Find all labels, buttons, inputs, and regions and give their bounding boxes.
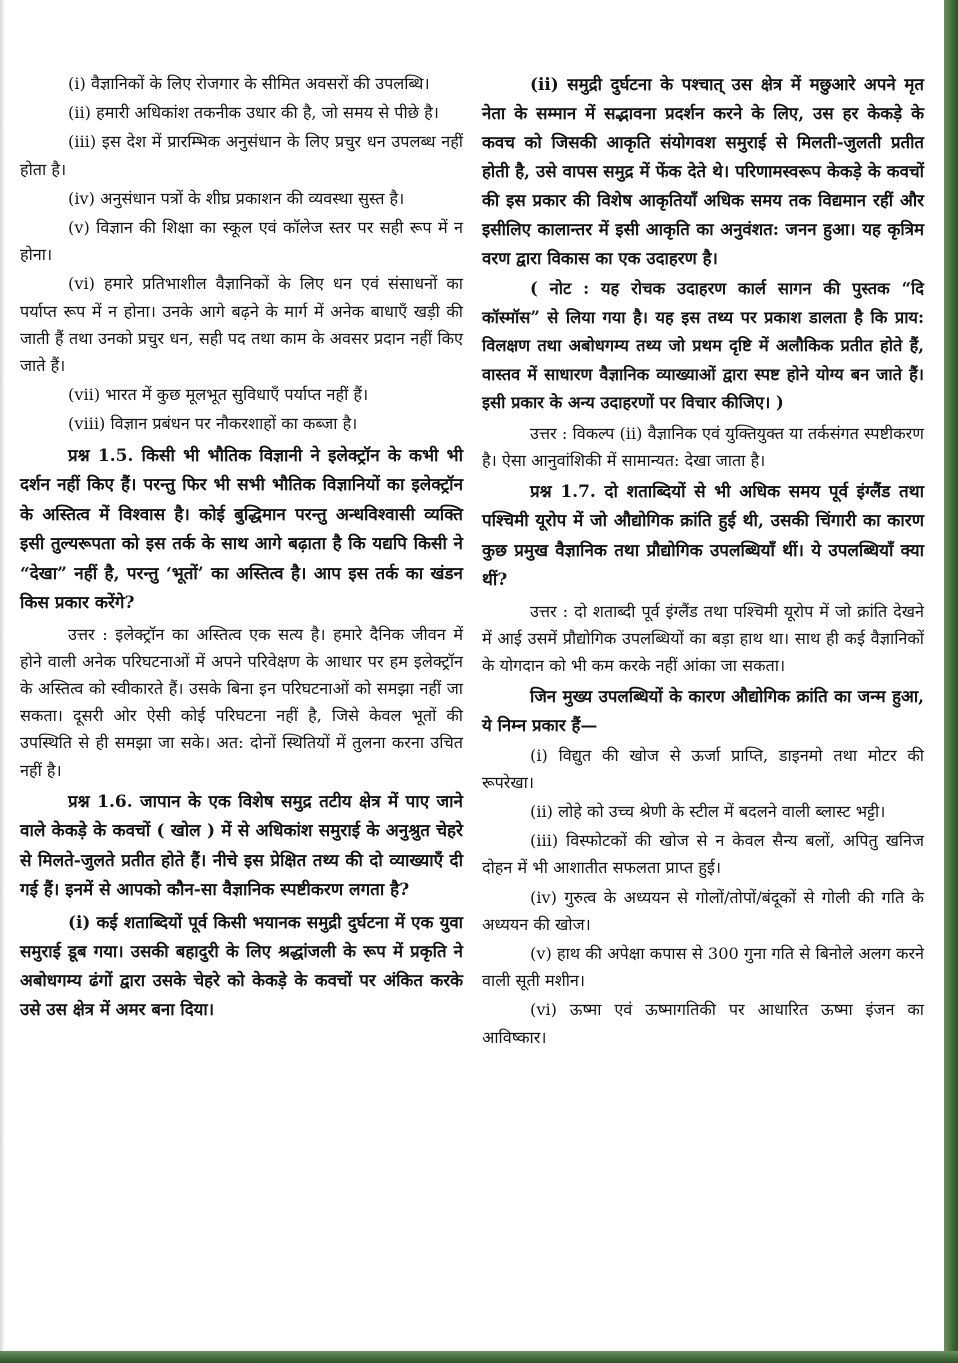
explanation-ii: (ii) समुद्री दुर्घटना के पश्चात् उस क्षेत्र में मछुआरे अपने मृत नेता के सम्मान में सद्भावना प्रदर्शन करने के लिए, उस हर केकड़े के कवच को जिसकी आकृति संयोगवश समुराई से मिलती-जुलती प्रतीत होती है, उसे वापस समुद्र में फेंक देते थे। परिणामस्वरूप केकड़े के कवचों की इस प्रकार की विशेष आकृतियाँ अधिक समय तक विद्यमान रहीं और इसीलिए कालान्तर में इसी आकृति का अनुवंशत: जनन हुआ। यह कृत्रिम वरण द्वारा विकास का एक उदाहरण है। xyxy=(482,74,924,268)
list-item: (vii) भारत में कुछ मूलभूत सुविधाएँ पर्याप्त नहीं हैं। xyxy=(68,385,369,405)
answer-1-6: उत्तर : विकल्प (ii) वैज्ञानिक एवं युक्तियुक्त या तर्कसंगत स्पष्टीकरण है। ऐसा आनुवांशिकी में सामान्यत: देखा जाता है। xyxy=(482,423,924,470)
list-item: (iii) विस्फोटकों की खोज से न केवल सैन्य बलों, अपितु खनिज दोहन में भी आशातीत सफलता प्राप्त हुई। xyxy=(482,831,924,878)
explanation-i: (i) कई शताब्दियों पूर्व किसी भयानक समुद्री दुर्घटना में एक युवा समुराई डूब गया। उसकी बहादुरी के लिए श्रद्धांजली के रूप में प्रकृति ने अबोधगम्य ढंगों द्वारा उसके चेहरे को केकड़े के कवचों पर अंकित करके उसे उस क्षेत्र में अमर बना दिया। xyxy=(20,911,463,1019)
list-item: (ii) लोहे को उच्च श्रेणी के स्टील में बदलने वाली ब्लास्ट भट्टी। xyxy=(530,801,886,821)
list-item: (vi) हमारे प्रतिभाशील वैज्ञानिकों के लिए धन एवं संसाधनों का पर्याप्त रूप में न होना। उनके आगे बढ़ने के मार्ग में अनेक बाधाएँ खड़ी की जाती हैं तथा उनको प्रचुर धन, सही पद तथा काम के अवसर प्रदान नहीं किए जाते हैं। xyxy=(20,274,463,376)
list-item: (v) हाथ की अपेक्षा कपास से 300 गुना गति से बिनोले अलग करने वाली सूती मशीन। xyxy=(482,943,924,991)
list-item: (vi) ऊष्मा एवं ऊष्मागतिकी पर आधारित ऊष्मा इंजन का आविष्कार। xyxy=(482,1000,924,1047)
list-item: (viii) विज्ञान प्रबंधन पर नौकरशाहों का कब्जा है। xyxy=(68,414,358,434)
list-item: (iv) गुरुत्व के अध्ययन से गोलों/तोपों/बंदूकों से गोली की गति के अध्ययन की खोज। xyxy=(482,887,924,934)
list-item: (ii) हमारी अधिकांश तकनीक उधार की है, जो समय से पीछे है। xyxy=(68,103,439,123)
green-border-bottom xyxy=(0,1351,958,1363)
page-shadow xyxy=(0,0,5,1363)
question-1-5: प्रश्न 1.5. किसी भी भौतिक विज्ञानी ने इलेक्ट्रॉन के कभी भी दर्शन नहीं किए हैं। परन्तु फिर भी सभी भौतिक विज्ञानियों का इलेक्ट्रॉन के अस्तित्व में विश्वास है। कोई बुद्धिमान परन्तु अन्धविश्वासी व्यक्ति इसी तुल्यरूपता को इस तर्क के साथ आगे बढ़ाता है कि यद्यपि किसी ने “देखा” नहीं है, परन्तु ‘भूतों’ का अस्तित्व है। आप इस तर्क का खंडन किस प्रकार करेंगे? xyxy=(20,445,463,614)
left-column xyxy=(20,70,463,1026)
green-border-right xyxy=(944,0,958,1363)
question-1-7: प्रश्न 1.7. दो शताब्दियों से भी अधिक समय पूर्व इंग्लैंड तथा पश्चिमी यूरोप में जो औद्योगिक क्रांति हुई थी, उसकी चिंगारी का कारण कुछ प्रमुख वैज्ञानिक तथा प्रौद्योगिक उपलब्धियाँ थीं। ये उपलब्धियाँ क्या थीं? xyxy=(482,481,924,591)
note: ( नोट : यह रोचक उदाहरण कार्ल सागन की पुस्तक “दि कॉस्मॉस” से लिया गया है। यह इस तथ्य पर प्रकाश डालता है कि प्राय: विलक्षण तथा अबोधगम्य तथ्य जो प्रथम दृष्टि में अलौकिक प्रतीत होते हैं, वास्तव में साधारण वैज्ञानिक व्याख्याओं द्वारा स्पष्ट होने योग्य बन जाते हैं। इसी प्रकार के अन्य उदाहरणों पर विचार कीजिए। ) xyxy=(482,279,924,412)
list-item: (i) वैज्ञानिकों के लिए रोजगार के सीमित अवसरों की उपलब्धि। xyxy=(68,74,430,93)
question-1-6: प्रश्न 1.6. जापान के एक विशेष समुद्र तटीय क्षेत्र में पाए जाने वाले केकड़े के कवचों ( खोल ) में से अधिकांश समुराई के अनुश्रुत चेहरे से मिलते-जुलते प्रतीत होते हैं। नीचे इस प्रेक्षित तथ्य की दो व्याख्याएँ दी गई हैं। इनमें से आपको कौन-सा वैज्ञानिक स्पष्टीकरण लगता है? xyxy=(20,791,463,901)
answer-1-5: उत्तर : इलेक्ट्रॉन का अस्तित्व एक सत्य है। हमारे दैनिक जीवन में होने वाली अनेक परिघटनाओं में अपने परिवेक्षण के आधार पर हम इलेक्ट्रॉन के अस्तित्व को स्वीकारते हैं। उसके बिना इन परिघटनाओं को समझा नहीं जा सकता। दूसरी ओर ऐसी कोई परिघटना नहीं है, जिसे केवल भूतों की उपस्थिति से ही समझा जा सके। अत: दोनों स्थितियों में तुलना करना उचित नहीं है। xyxy=(20,624,463,780)
list-item: (v) विज्ञान की शिक्षा का स्कूल एवं कॉलेज स्तर पर सही रूप में न होना। xyxy=(20,218,463,265)
list-item: (iii) इस देश में प्रारम्भिक अनुसंधान के लिए प्रचुर धन उपलब्ध नहीं होता है। xyxy=(20,132,463,179)
achievements-intro: जिन मुख्य उपलब्धियों के कारण औद्योगिक क्रांति का जन्म हुआ, ये निम्न प्रकार हैं— xyxy=(482,685,924,735)
list-item: (iv) अनुसंधान पत्रों के शीघ्र प्रकाशन की व्यवस्था सुस्त है। xyxy=(68,188,405,208)
list-item: (i) विद्युत की खोज से ऊर्जा प्राप्ति, डाइनमो तथा मोटर की रूपरेखा। xyxy=(482,745,924,792)
answer-1-7: उत्तर : दो शताब्दी पूर्व इंग्लैंड तथा पश्चिमी यूरोप में जो क्रांति देखने में आई उसमें प्रौद्योगिक उपलब्धियों का बड़ा हाथ था। साथ ही कई वैज्ञानिकों के योगदान को भी कम करके नहीं आंका जा सकता। xyxy=(482,601,924,676)
right-column xyxy=(482,70,924,1053)
